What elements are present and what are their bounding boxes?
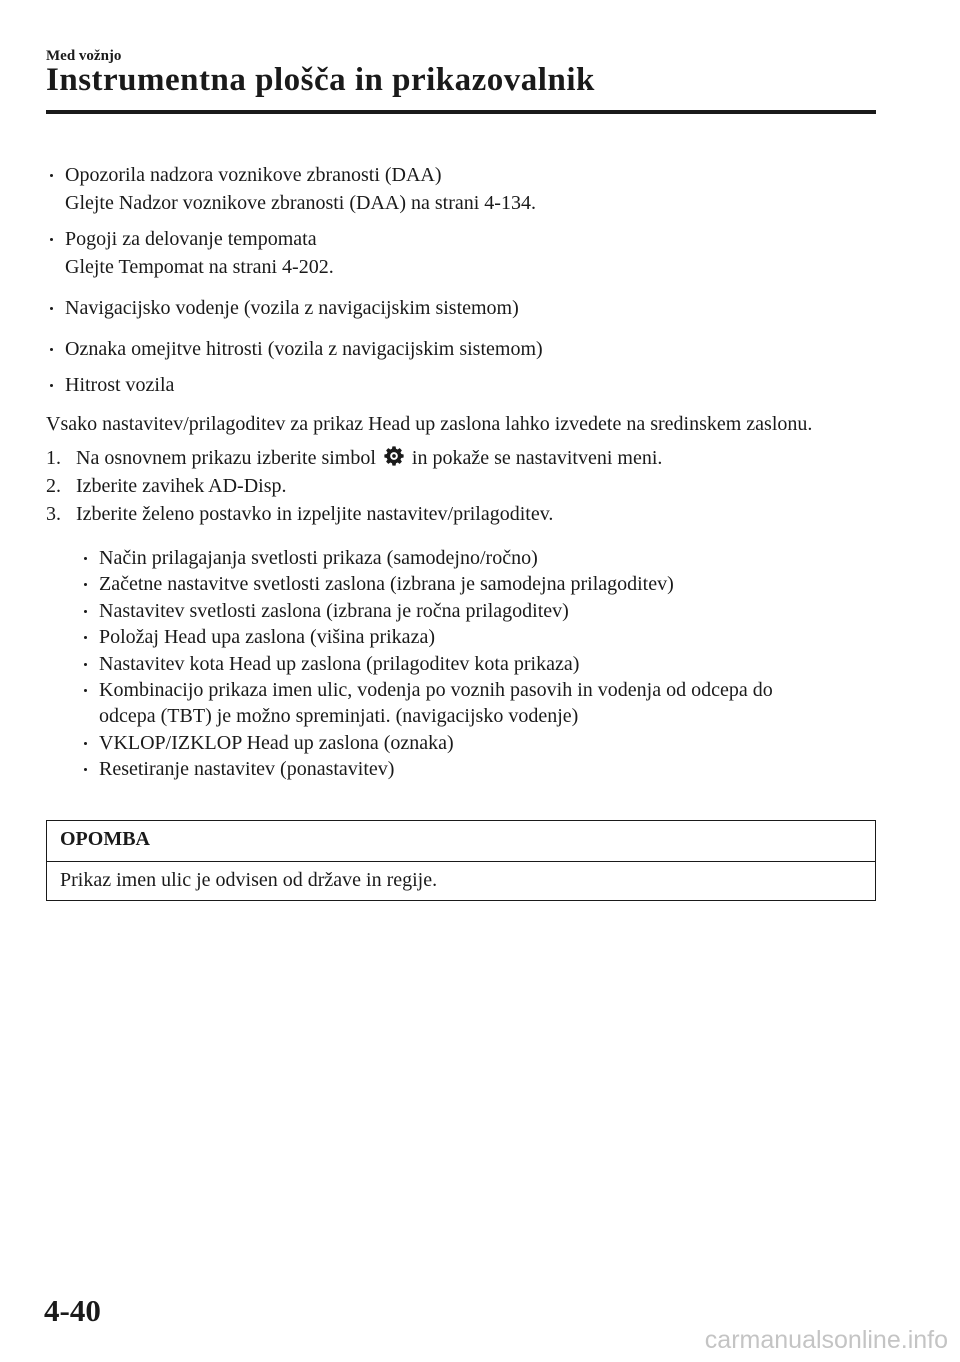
option-text: Resetiranje nastavitev (ponastavitev) <box>99 758 395 781</box>
bullet-dot-icon <box>50 384 53 387</box>
bullet-dot-icon <box>84 636 87 639</box>
bullet-dot-icon <box>50 348 53 351</box>
page-title: Instrumentna plošča in prikazovalnik <box>46 62 595 98</box>
option-text-continued: odcepa (TBT) je možno spreminjati. (navigacijsko vodenje) <box>99 705 579 728</box>
settings-options-list <box>46 545 876 783</box>
title-rule <box>46 110 876 114</box>
step-item <box>46 500 876 528</box>
option-item <box>80 651 876 677</box>
main-content <box>46 161 876 783</box>
note-text: Prikaz imen ulic je odvisen od države in regije. <box>60 869 438 891</box>
bullet-item <box>46 371 876 399</box>
bullet-text: Navigacijsko vodenje (vozila z navigacijskim sistemom) <box>65 297 519 319</box>
bullet-dot-icon <box>84 583 87 586</box>
note-box <box>46 820 876 901</box>
step-text: Izberite zavihek AD-Disp. <box>76 475 287 497</box>
option-text: Nastavitev svetlosti zaslona (izbrana je ročna prilagoditev) <box>99 599 569 622</box>
step-text: Izberite želeno postavko in izpeljite nastavitev/prilagoditev. <box>76 503 554 525</box>
option-item <box>80 598 876 624</box>
bullet-item <box>46 225 876 281</box>
step-number: 1. <box>46 447 61 469</box>
step-item <box>46 444 876 472</box>
bullet-item <box>46 335 876 363</box>
option-text: Nastavitev kota Head up zaslona (prilagoditev kota prikaza) <box>99 652 580 675</box>
option-item <box>80 677 876 730</box>
intro-paragraph: Vsako nastavitev/prilagoditev za prikaz Head up zaslona lahko izvedete na sredinskem zaslonu. <box>46 413 813 435</box>
bullet-dot-icon <box>50 238 53 241</box>
section-label: Med vožnjo <box>46 48 122 64</box>
bullet-dot-icon <box>84 610 87 613</box>
page-number: 4-40 <box>44 1293 101 1328</box>
bullet-dot-icon <box>84 742 87 745</box>
bullet-dot-icon <box>50 307 53 310</box>
step-text: in pokaže se nastavitveni meni. <box>411 447 663 469</box>
option-item <box>80 756 876 782</box>
option-item <box>80 624 876 650</box>
bullet-subtext: Glejte Nadzor voznikove zbranosti (DAA) na strani 4-134. <box>65 192 536 214</box>
option-text: Začetne nastavitve svetlosti zaslona (izbrana je samodejna prilagoditev) <box>99 573 674 596</box>
bullet-text: Hitrost vozila <box>65 374 175 396</box>
settings-gear-icon <box>383 445 405 467</box>
steps-list <box>46 444 876 528</box>
option-item <box>80 571 876 597</box>
bullet-item <box>46 161 876 217</box>
step-number: 3. <box>46 503 61 525</box>
step-number: 2. <box>46 475 61 497</box>
option-item <box>80 545 876 571</box>
note-heading: OPOMBA <box>47 821 875 862</box>
bullet-text: Opozorila nadzora voznikove zbranosti (DAA) <box>65 164 442 186</box>
bullet-dot-icon <box>50 174 53 177</box>
option-text: Položaj Head upa zaslona (višina prikaza) <box>99 626 435 649</box>
option-text: VKLOP/IZKLOP Head up zaslona (oznaka) <box>99 731 454 754</box>
bullet-dot-icon <box>84 557 87 560</box>
bullet-text: Pogoji za delovanje tempomata <box>65 228 317 250</box>
bullet-subtext: Glejte Tempomat na strani 4-202. <box>65 256 334 278</box>
step-item <box>46 472 876 500</box>
option-text: Način prilagajanja svetlosti prikaza (samodejno/ročno) <box>99 547 538 569</box>
watermark: carmanualsonline.info <box>704 1326 948 1354</box>
bullet-item <box>46 294 876 322</box>
bullet-dot-icon <box>84 768 87 771</box>
option-item <box>80 730 876 756</box>
step-text: Na osnovnem prikazu izberite simbol <box>76 447 376 469</box>
option-text: Kombinacijo prikaza imen ulic, vodenja po voznih pasovih in vodenja od odcepa do <box>99 679 773 702</box>
bullet-dot-icon <box>84 689 87 692</box>
bullet-dot-icon <box>84 663 87 666</box>
bullet-text: Oznaka omejitve hitrosti (vozila z navigacijskim sistemom) <box>65 338 543 360</box>
